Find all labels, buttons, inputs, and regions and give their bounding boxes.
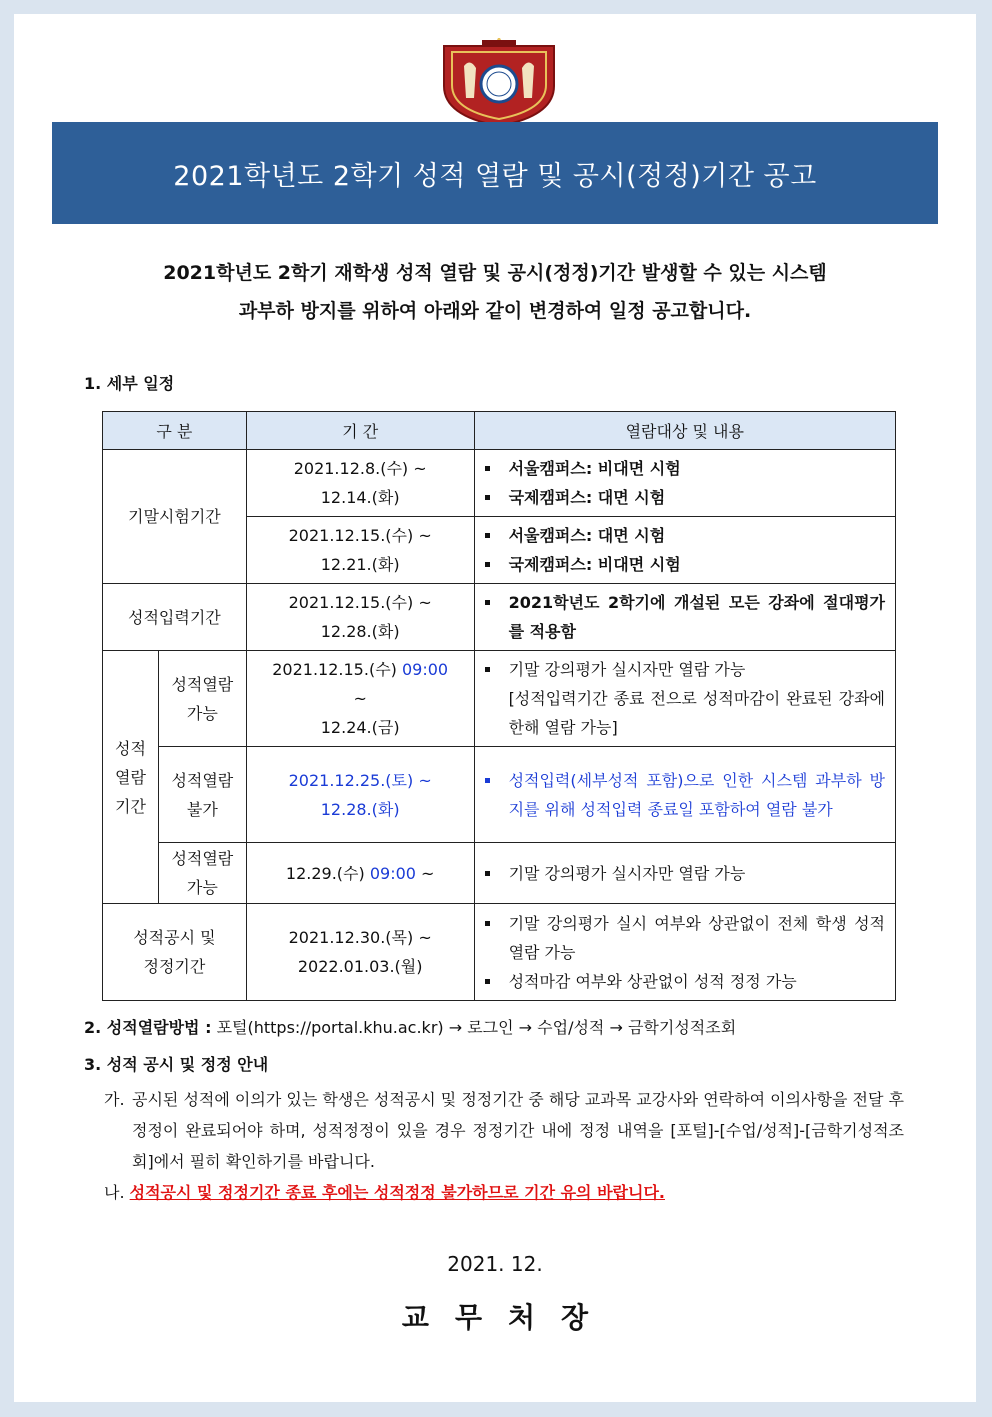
- period-start: 2021.12.15.(수) ~: [288, 593, 432, 612]
- item-label: 나.: [104, 1183, 125, 1202]
- label-line: 성적열람: [171, 849, 234, 868]
- content-cell: [474, 747, 895, 843]
- period-date: 12.29.(수): [285, 863, 365, 883]
- period-end: 12.24.(금): [320, 718, 400, 737]
- label-line: 성적공시 및: [133, 928, 216, 947]
- period-cell: [246, 517, 474, 584]
- schedule-table: [102, 411, 896, 1001]
- label-line: 정정기간: [143, 957, 206, 976]
- column-header-period: 기 간: [246, 412, 474, 450]
- period-end: 12.14.(화): [320, 488, 400, 507]
- notice-date: 2021. 12.: [447, 1252, 543, 1276]
- intro-text: [52, 254, 938, 330]
- table-row: [103, 651, 896, 747]
- notice-item-ga: [104, 1084, 904, 1177]
- table-row: [103, 843, 896, 904]
- list-item: 서울캠퍼스: 대면 시험: [483, 521, 885, 550]
- period-time: 09:00: [401, 660, 449, 679]
- period-start: [247, 655, 474, 684]
- period-cell: [246, 843, 474, 904]
- period-cell: [246, 584, 474, 651]
- grade-input-label: 성적입력기간: [103, 584, 247, 651]
- period-start: 2021.12.25.(토) ~: [288, 770, 432, 790]
- period-start: 2021.12.8.(수) ~: [293, 459, 427, 478]
- list-item: 2021학년도 2학기에 개설된 모든 강좌에 절대평가를 적용함: [483, 588, 885, 646]
- publish-label: [103, 904, 247, 1001]
- period-cell: [246, 651, 474, 747]
- table-row: [103, 450, 896, 517]
- period-tilde: ~: [353, 689, 367, 708]
- section-2-text: 포털(https://portal.khu.ac.kr) → 로그인 → 수업/성적 → 금학기성적조회: [216, 1018, 737, 1037]
- notice-title: 2021학년도 2학기 성적 열람 및 공시(정정)기간 공고: [52, 122, 938, 224]
- viewing-available-label-2: [158, 843, 246, 904]
- final-exam-label: 기말시험기간: [103, 450, 247, 584]
- period-end: 12.21.(화): [320, 555, 400, 574]
- viewing-period-label: [103, 651, 159, 904]
- item-text: 공시된 성적에 이의가 있는 학생은 성적공시 및 정정기간 중 해당 교과목 교강사와 연락하여 이의사항을 전달 후 정정이 완료되어야 하며, 성적정정이 있을 경우 정정기간 내에 정정 내역을 [포털]-[수업/성적]-[금학기성적조회]에서 필히 확인하기를 바랍니다.: [132, 1090, 904, 1171]
- section-2-heading: 2. 성적열람방법 :: [84, 1018, 212, 1037]
- viewing-label-line: 성적: [115, 738, 146, 758]
- list-item: 성적입력(세부성적 포함)으로 인한 시스템 과부하 방지를 위해 성적입력 종료일 포함하여 열람 불가: [483, 766, 885, 824]
- list-item-text: 기말 강의평가 실시자만 열람 가능: [508, 660, 746, 679]
- item-label: 가.: [104, 1090, 125, 1109]
- list-item: 국제캠퍼스: 비대면 시험: [483, 550, 885, 579]
- content-cell: [474, 843, 895, 904]
- viewing-label-line: 열람: [115, 767, 146, 787]
- label-line: 성적열람: [171, 770, 234, 790]
- period-date: 2021.12.15.(수): [272, 660, 397, 679]
- list-item: [483, 655, 885, 742]
- period-end: 2022.01.03.(월): [297, 957, 423, 976]
- label-line: 불가: [186, 799, 218, 819]
- period-tilde: ~: [421, 863, 435, 883]
- period-start: 2021.12.15.(수) ~: [288, 526, 432, 545]
- list-item: 기말 강의평가 실시 여부와 상관없이 전체 학생 성적 열람 가능: [483, 909, 885, 967]
- table-row: [103, 747, 896, 843]
- content-cell: [474, 904, 895, 1001]
- notice-page: [14, 14, 976, 1402]
- column-header-category: 구 분: [103, 412, 247, 450]
- period-cell: [246, 450, 474, 517]
- label-line: 성적열람: [171, 674, 234, 694]
- content-cell: [474, 517, 895, 584]
- list-item: 서울캠퍼스: 비대면 시험: [483, 454, 885, 483]
- period-end: 12.28.(화): [320, 622, 400, 641]
- intro-line-1: 2021학년도 2학기 재학생 성적 열람 및 공시(정정)기간 발생할 수 있는 시스템: [163, 262, 827, 284]
- content-cell: [474, 584, 895, 651]
- section-2: [84, 1015, 736, 1038]
- list-item: 성적마감 여부와 상관없이 성적 정정 가능: [483, 967, 885, 996]
- table-row: [103, 904, 896, 1001]
- content-cell: [474, 651, 895, 747]
- period-cell: [246, 747, 474, 843]
- university-seal-icon: [434, 38, 564, 128]
- viewing-unavailable-label: [158, 747, 246, 843]
- warning-text: 성적공시 및 정정기간 종료 후에는 성적정정 불가하므로 기간 유의 바랍니다.: [129, 1183, 665, 1202]
- notice-item-na: [104, 1180, 665, 1203]
- label-line: 가능: [186, 703, 218, 723]
- viewing-available-label: [158, 651, 246, 747]
- intro-line-2: 과부하 방지를 위하여 아래와 같이 변경하여 일정 공고합니다.: [238, 300, 752, 322]
- issuer-signature: 교무처장: [401, 1301, 615, 1334]
- period-time: 09:00: [369, 863, 416, 883]
- list-item: 기말 강의평가 실시자만 열람 가능: [483, 859, 885, 888]
- period-end: 12.28.(화): [320, 799, 400, 819]
- viewing-label-line: 기간: [115, 796, 146, 816]
- section-3-heading: 3. 성적 공시 및 정정 안내: [84, 1055, 269, 1074]
- section-1-heading: 1. 세부 일정: [84, 374, 175, 393]
- list-item: 국제캠퍼스: 대면 시험: [483, 483, 885, 512]
- period-cell: [246, 904, 474, 1001]
- list-item-note: [성적입력기간 종료 전으로 성적마감이 완료된 강좌에 한해 열람 가능]: [508, 689, 885, 737]
- table-header-row: [103, 412, 896, 450]
- table-row: [103, 584, 896, 651]
- period-start: 2021.12.30.(목) ~: [288, 928, 432, 947]
- content-cell: [474, 450, 895, 517]
- column-header-content: 열람대상 및 내용: [474, 412, 895, 450]
- label-line: 가능: [186, 878, 218, 897]
